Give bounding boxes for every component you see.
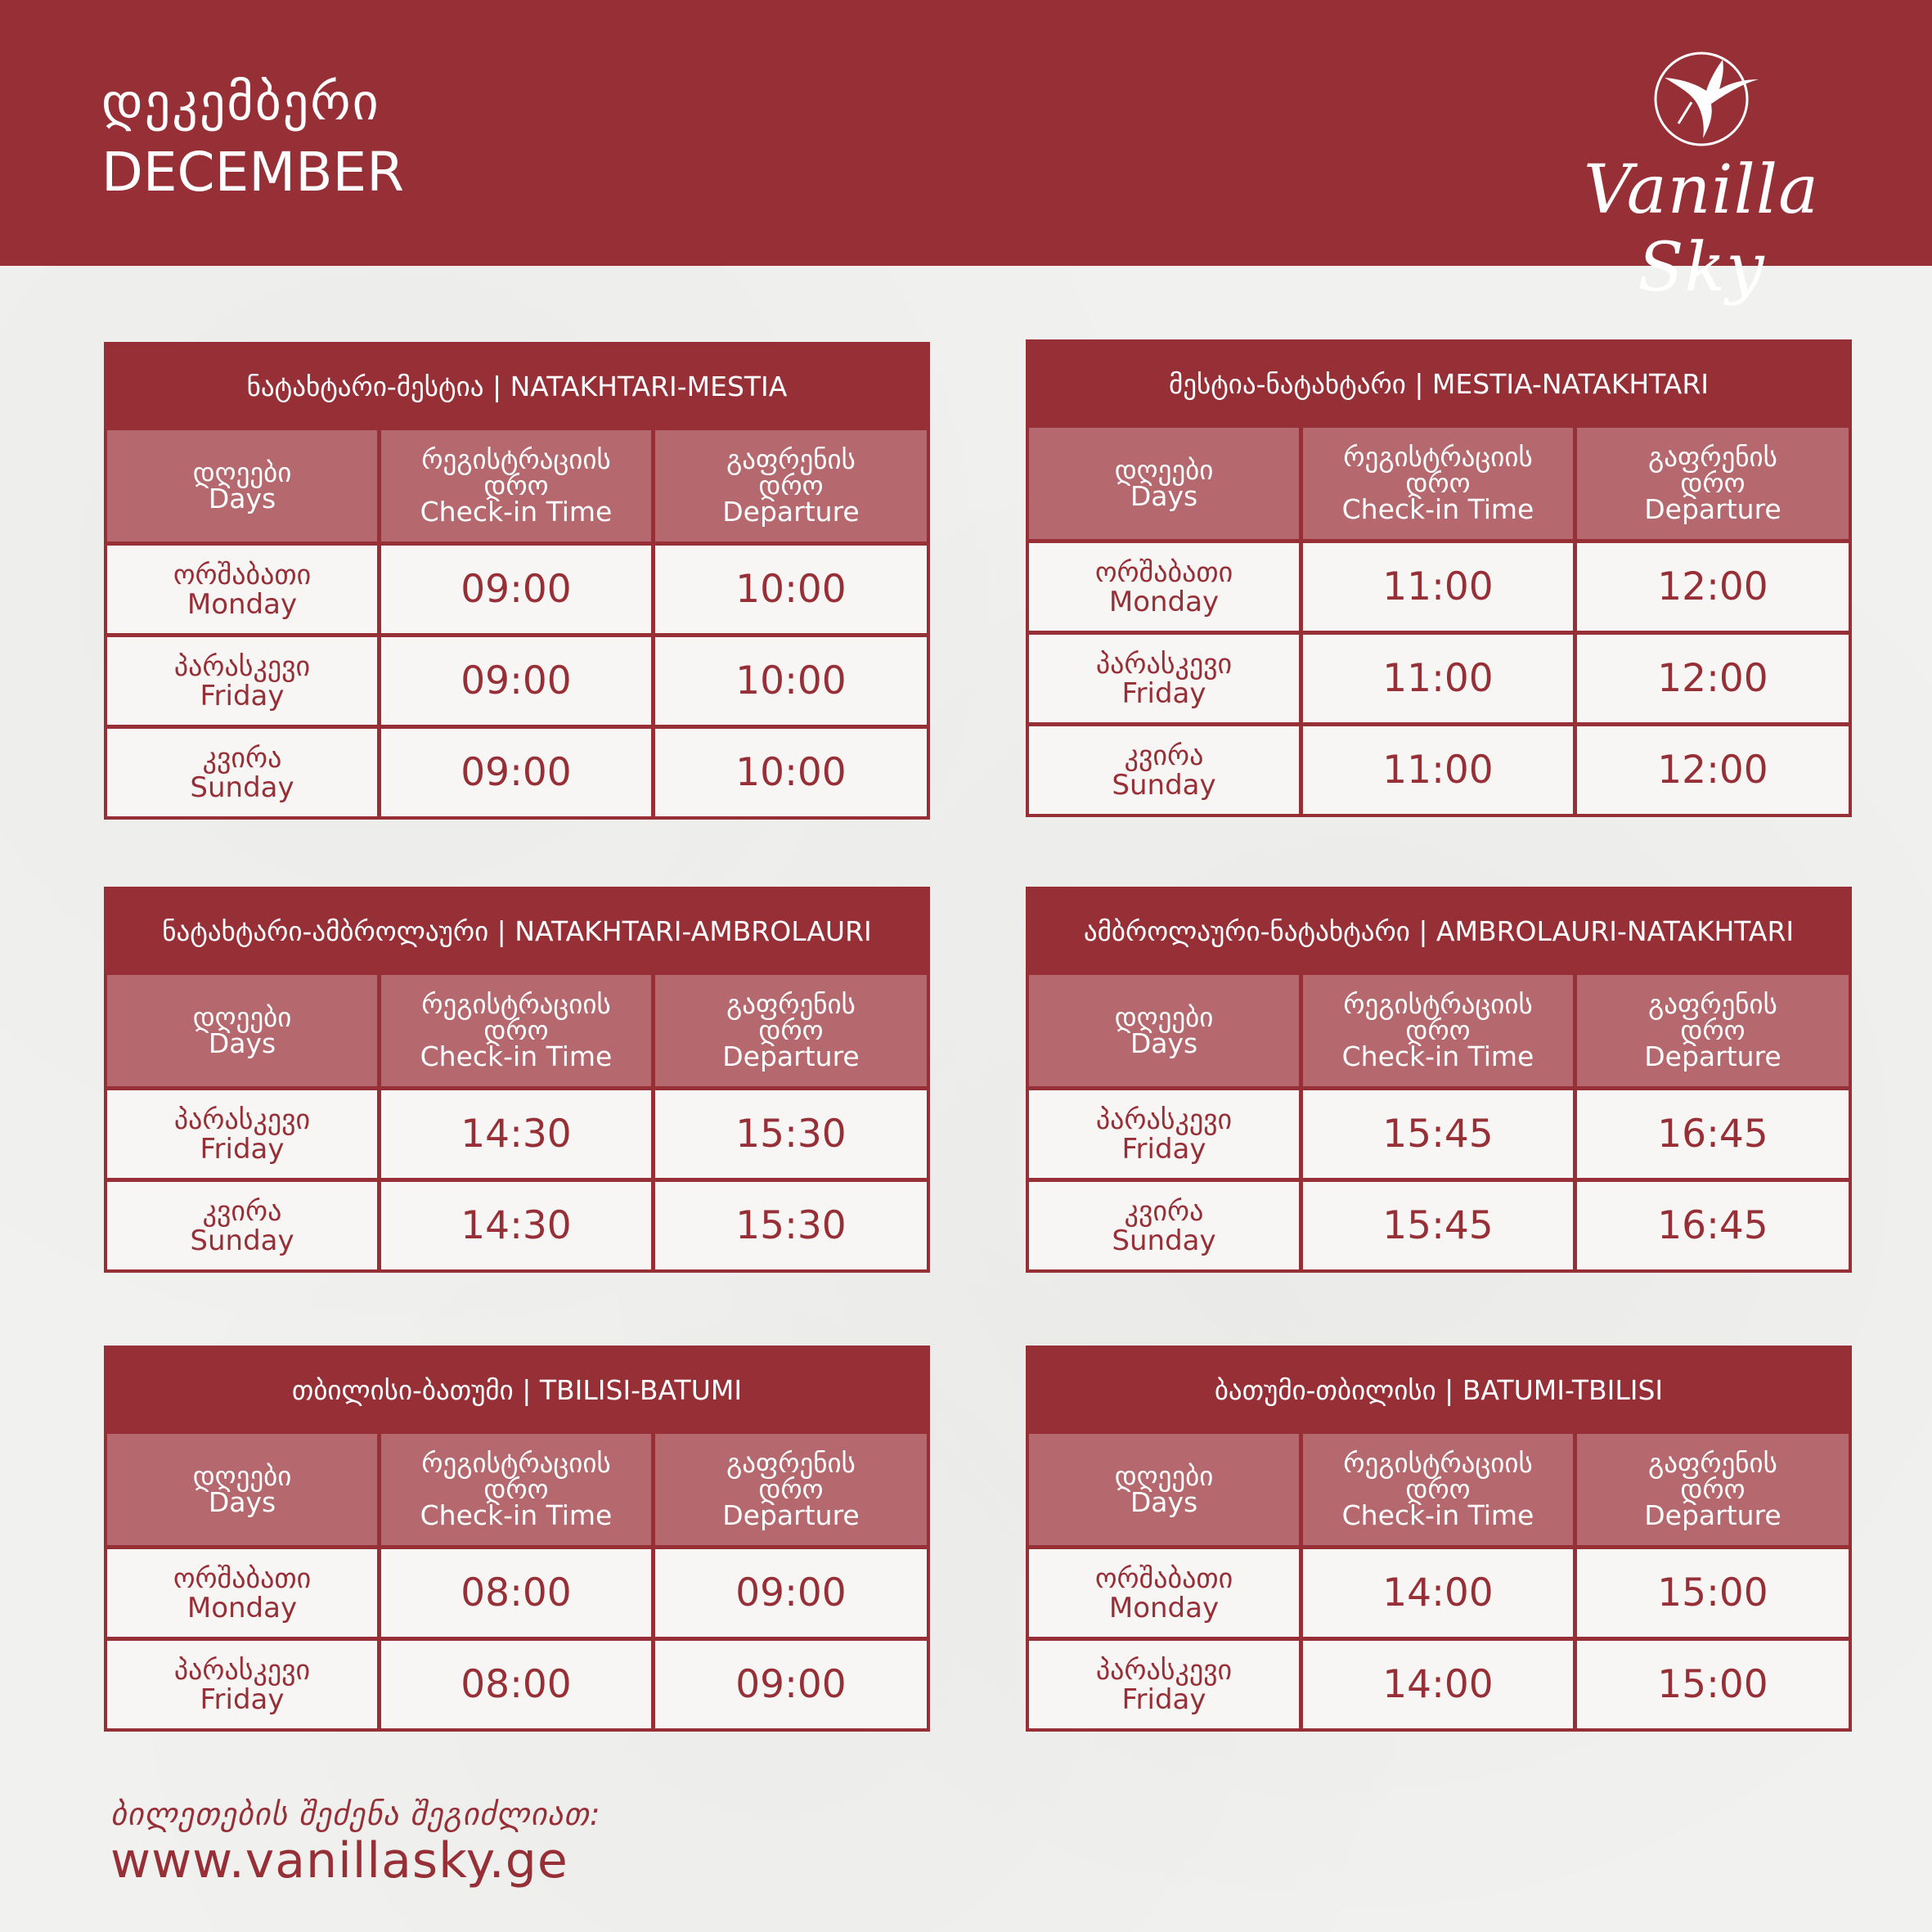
day-cell: კვირა Sunday [107, 729, 377, 816]
hummingbird-icon [1530, 45, 1873, 160]
route-title: თბილისი-ბათუმი | TBILISI-BATUMI [107, 1349, 927, 1434]
day-cell: კვირა Sunday [107, 1182, 377, 1269]
checkin-time-cell: 09:00 [381, 637, 651, 725]
departure-time-cell: 12:00 [1577, 635, 1849, 722]
day-cell: პარასკევი Friday [107, 1641, 377, 1728]
month-title-georgian: დეკემბერი [101, 72, 380, 132]
checkin-time-cell: 11:00 [1303, 726, 1573, 814]
column-header-checkin: რეგისტრაციის დრო Check-in Time [1303, 428, 1573, 539]
header-banner [0, 0, 1932, 307]
column-header-checkin: რეგისტრაციის დრო Check-in Time [1303, 975, 1573, 1086]
departure-time-cell: 12:00 [1577, 543, 1849, 631]
departure-time-cell: 12:00 [1577, 726, 1849, 814]
departure-time-cell: 10:00 [655, 729, 927, 816]
schedule-table-ambrolauri-natakhtari [1026, 887, 1852, 1273]
day-cell: ორშაბათი Monday [107, 546, 377, 633]
brand-logo[interactable] [1530, 45, 1873, 307]
schedule-table-batumi-tbilisi [1026, 1346, 1852, 1732]
departure-time-cell: 09:00 [655, 1549, 927, 1637]
column-header-days: დღეები Days [107, 975, 377, 1086]
route-title: ნატახტარი-ამბროლაური | NATAKHTARI-AMBROLAURI [107, 890, 927, 975]
column-header-checkin: რეგისტრაციის დრო Check-in Time [381, 1434, 651, 1545]
brand-name: Vanilla Sky [1584, 151, 1819, 307]
departure-time-cell: 15:00 [1577, 1549, 1849, 1637]
day-cell: ორშაბათი Monday [107, 1549, 377, 1637]
route-title: ნატახტარი-მესტია | NATAKHTARI-MESTIA [107, 345, 927, 430]
day-cell: კვირა Sunday [1029, 1182, 1299, 1269]
checkin-time-cell: 08:00 [381, 1641, 651, 1728]
month-title-english: DECEMBER [101, 141, 405, 204]
departure-time-cell: 10:00 [655, 637, 927, 725]
schedule-table-natakhtari-ambrolauri [104, 887, 930, 1273]
column-header-departure: გაფრენის დრო Departure [655, 430, 927, 541]
checkin-time-cell: 14:30 [381, 1182, 651, 1269]
checkin-time-cell: 15:45 [1303, 1182, 1573, 1269]
column-header-days: დღეები Days [1029, 428, 1299, 539]
checkin-time-cell: 14:00 [1303, 1641, 1573, 1728]
column-header-departure: გაფრენის დრო Departure [1577, 975, 1849, 1086]
checkin-time-cell: 11:00 [1303, 543, 1573, 631]
checkin-time-cell: 09:00 [381, 729, 651, 816]
day-cell: პარასკევი Friday [107, 1090, 377, 1178]
departure-time-cell: 10:00 [655, 546, 927, 633]
schedule-table-natakhtari-mestia [104, 342, 930, 820]
column-header-checkin: რეგისტრაციის დრო Check-in Time [381, 975, 651, 1086]
day-cell: პარასკევი Friday [1029, 1090, 1299, 1178]
column-header-days: დღეები Days [107, 430, 377, 541]
column-header-departure: გაფრენის დრო Departure [655, 1434, 927, 1545]
column-header-checkin: რეგისტრაციის დრო Check-in Time [381, 430, 651, 541]
schedule-table-tbilisi-batumi [104, 1346, 930, 1732]
column-header-departure: გაფრენის დრო Departure [655, 975, 927, 1086]
column-header-checkin: რეგისტრაციის დრო Check-in Time [1303, 1434, 1573, 1545]
route-title: მესტია-ნატახტარი | MESTIA-NATAKHTARI [1029, 343, 1849, 428]
schedule-table-mestia-natakhtari [1026, 339, 1852, 817]
column-header-days: დღეები Days [1029, 975, 1299, 1086]
checkin-time-cell: 11:00 [1303, 635, 1573, 722]
day-cell: პარასკევი Friday [1029, 635, 1299, 722]
departure-time-cell: 15:00 [1577, 1641, 1849, 1728]
day-cell: პარასკევი Friday [107, 637, 377, 725]
day-cell: პარასკევი Friday [1029, 1641, 1299, 1728]
column-header-departure: გაფრენის დრო Departure [1577, 428, 1849, 539]
route-title: ამბროლაური-ნატახტარი | AMBROLAURI-NATAKHTARI [1029, 890, 1849, 975]
website-link[interactable]: www.vanillasky.ge [110, 1832, 568, 1889]
column-header-departure: გაფრენის დრო Departure [1577, 1434, 1849, 1545]
column-header-days: დღეები Days [1029, 1434, 1299, 1545]
day-cell: ორშაბათი Monday [1029, 1549, 1299, 1637]
column-header-days: დღეები Days [107, 1434, 377, 1545]
checkin-time-cell: 08:00 [381, 1549, 651, 1637]
departure-time-cell: 09:00 [655, 1641, 927, 1728]
checkin-time-cell: 14:30 [381, 1090, 651, 1178]
checkin-time-cell: 14:00 [1303, 1549, 1573, 1637]
day-cell: ორშაბათი Monday [1029, 543, 1299, 631]
route-title: ბათუმი-თბილისი | BATUMI-TBILISI [1029, 1349, 1849, 1434]
departure-time-cell: 15:30 [655, 1182, 927, 1269]
checkin-time-cell: 15:45 [1303, 1090, 1573, 1178]
checkin-time-cell: 09:00 [381, 546, 651, 633]
departure-time-cell: 16:45 [1577, 1182, 1849, 1269]
departure-time-cell: 15:30 [655, 1090, 927, 1178]
day-cell: კვირა Sunday [1029, 726, 1299, 814]
ticket-purchase-note: ბილეთების შეძენა შეგიძლიათ: [110, 1796, 601, 1832]
departure-time-cell: 16:45 [1577, 1090, 1849, 1178]
